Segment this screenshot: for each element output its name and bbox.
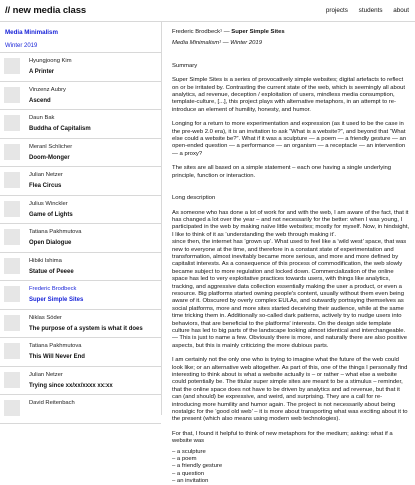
project-author-label: Frederic Brodbeck <box>29 286 77 292</box>
project-credit <box>172 29 410 36</box>
summary-paragraph-3: The sites are all based on a simple statement – each one having a single underlying principle, function or interaction. <box>172 165 392 179</box>
project-thumbnail <box>4 87 20 103</box>
summary-paragraph-2: Longing for a return to more experimentation and expression (as it used to be the case in the pre-web 2.0 era), it is an invitation to ask “What is a website?”, and beyond that “What else could a website be?”. What if it was a sculpture — a poem — a friendly gesture — an open-ended question — a performance — an organism — a receptacle — an intervention — a proxy? <box>172 121 407 157</box>
term-dash: — <box>221 40 231 47</box>
long-description-heading: Long description <box>172 195 216 202</box>
sidebar-project-item[interactable] <box>0 167 161 196</box>
class-term: Winter 2019 <box>5 43 38 49</box>
summary-paragraph-1: Super Simple Sites is a series of provocatively simple websites; digital artefacts to reflect on or be irritated by. Contrasting the current state of the web, which is seemingly all about analytics, ad revenue, deception / exploitation of users, mindless media consumption, template-culture, [...], this project plays with alternative metaphors, in an attempt to re-introduce an element of humility, honesty, and humor. <box>172 77 406 113</box>
project-title-label: Trying since xx/xx/xxxx xx:xx <box>29 382 113 389</box>
metaphor-item: – a poem <box>172 455 197 462</box>
project-title-label: Game of Lights <box>29 211 73 218</box>
project-author-label: Julian Netzer <box>29 371 63 378</box>
project-term: Winter 2019 <box>230 40 262 47</box>
project-thumbnail <box>4 400 20 416</box>
top-bar <box>0 0 415 22</box>
project-title: Super Simple Sites <box>231 29 285 35</box>
sidebar-project-item[interactable] <box>0 224 161 253</box>
class-heading[interactable]: Media Minimalism <box>5 29 58 36</box>
project-author-label: Tatiana Pakhmutova <box>29 229 82 235</box>
project-title-label: Ascend <box>29 97 51 104</box>
project-title-label: Buddha of Capitalism <box>29 126 91 132</box>
nav-about[interactable]: about <box>393 7 409 14</box>
credit-dash: — <box>222 29 232 35</box>
project-title-label: A Printer <box>29 69 55 75</box>
project-title-label: The purpose of a system is what it does <box>29 325 143 332</box>
project-author-label: Julius Winckler <box>29 200 68 207</box>
sidebar-project-item[interactable] <box>0 53 161 82</box>
project-thumbnail <box>4 286 20 302</box>
project-article <box>172 22 410 484</box>
project-sidebar <box>0 22 162 415</box>
project-author-label: Meranl Schlicher <box>29 143 73 150</box>
sidebar-project-item[interactable] <box>0 196 161 225</box>
project-author-label: Julian Netzer <box>29 172 63 178</box>
project-title-label: Doom-Monger <box>29 154 70 161</box>
project-author-label: Hyungjoong Kim <box>29 58 72 64</box>
project-author-label: Niklas Söder <box>29 314 62 321</box>
project-author-label: David Reitenbach <box>29 400 75 406</box>
site-title[interactable]: // new media class <box>5 5 87 16</box>
summary-heading: Summary <box>172 62 198 69</box>
sidebar-project-item[interactable] <box>0 310 161 339</box>
sidebar-project-item[interactable] <box>0 139 161 168</box>
long-paragraph-4: For that, I found it helpful to think of new metaphors for the medium; asking: what if a website was <box>172 430 393 445</box>
sidebar-project-item[interactable] <box>0 82 161 111</box>
project-class-line <box>172 40 410 47</box>
project-thumbnail <box>4 115 20 131</box>
project-thumbnail <box>4 258 20 274</box>
sidebar-project-item[interactable] <box>0 367 161 396</box>
metaphor-item: – a question <box>172 470 205 477</box>
nav-students[interactable]: students <box>358 7 383 14</box>
project-thumbnail <box>4 372 20 388</box>
nav-projects[interactable]: projects <box>325 7 348 14</box>
project-list <box>0 53 161 424</box>
project-title-label: This Will Never End <box>29 354 85 360</box>
project-thumbnail <box>4 144 20 160</box>
project-author-label: Vinzenz Aubry <box>29 86 66 93</box>
project-author-label: Tatiana Pakhmutova <box>29 343 82 349</box>
project-title-label: Statue of Peeee <box>29 268 74 275</box>
metaphor-list <box>172 449 410 485</box>
project-title-label: Super Simple Sites <box>29 297 84 303</box>
project-thumbnail <box>4 315 20 331</box>
long-paragraph-3: I am certainly not the only one who is trying to imagine what the future of the web could look like; or an alternative web altogether. As part of this, one of the things I personally find interesting to think about is what a website actually is – or rather – what else a website could potentially be. The titular super simple sites are meant to be a stimulus – reminder, that the online space does not have to be driven by analytics and ad revenue, but that it can (and should) be expressive, and weird, and surprising. They are a call for re-introducing more humility and humor again. The project is not necessarily about being nostalgic for the ‘good old web’ – it is more about transporting what was exciting about it to the present (which also means using modern web technologies). <box>172 357 408 423</box>
sidebar-project-item[interactable] <box>0 110 161 139</box>
project-thumbnail <box>4 229 20 245</box>
sidebar-project-item[interactable] <box>0 281 161 310</box>
project-author-label: Hibiki Ishima <box>29 257 62 264</box>
sidebar-project-item[interactable] <box>0 395 161 424</box>
project-thumbnail <box>4 58 20 74</box>
sidebar-header <box>0 22 161 53</box>
project-thumbnail <box>4 201 20 217</box>
project-thumbnail <box>4 343 20 359</box>
metaphor-item: – a sculpture <box>172 448 206 455</box>
project-author[interactable]: Frederic Brodbeck¹ <box>172 29 223 35</box>
project-author-label: Daun Bak <box>29 115 55 121</box>
sidebar-project-item[interactable] <box>0 338 161 367</box>
long-paragraph-1: As someone who has done a lot of work for and with the web, I am aware of the fact, that it has changed a lot over the year – and not necessarily for the better: when I was young, I participated in the web by making naïve little websites; mostly for myself. Now, in hindsight, I like to think of it as ‘understanding the web through making it’. <box>172 209 410 238</box>
project-title-label: Flea Circus <box>29 183 62 189</box>
project-class[interactable]: Media Minimalism¹ <box>172 40 222 47</box>
metaphor-item: – an invitation <box>172 477 209 484</box>
long-paragraph-2: since then, the internet has ‘grown up’. What used to feel like a ‘wild west’ space, that was new to everyone at the time, and therefore in a constant state of experimentation and transformation, almost inevitably became more serious, and more and more defined by capitalist interests. As a consequence of this process of commodification, the web slowly became subject to more regulation and locked down. Commercialization of the online space has led to very exploitative practices towards users, with things like analytics, tracking, and aggressive data collection essentially making the user a product, or even a resource. Big platforms started owning people's content, usually without them even being aware of it. Obscured by overly complex EULAs, and outwardly portraying themselves as social platforms, more and more sites started deceiving their audience, while at the same time tricking them in. Additionally so-called dark patterns, actively try to nudge users into behaviors, that are beneficial to the platforms' interests. On the design side template culture has led to big parts of the landscape looking almost identical and interchangeable. — This is just to name a few. Obviously there is more, and naturally there are also positive aspects, but this is mainly criticizing the more dubious parts. <box>172 239 407 349</box>
project-title-label: Open Dialogue <box>29 240 72 246</box>
main-nav <box>317 7 409 14</box>
project-thumbnail <box>4 172 20 188</box>
sidebar-project-item[interactable] <box>0 253 161 282</box>
metaphor-item: – a friendly gesture <box>172 463 223 470</box>
